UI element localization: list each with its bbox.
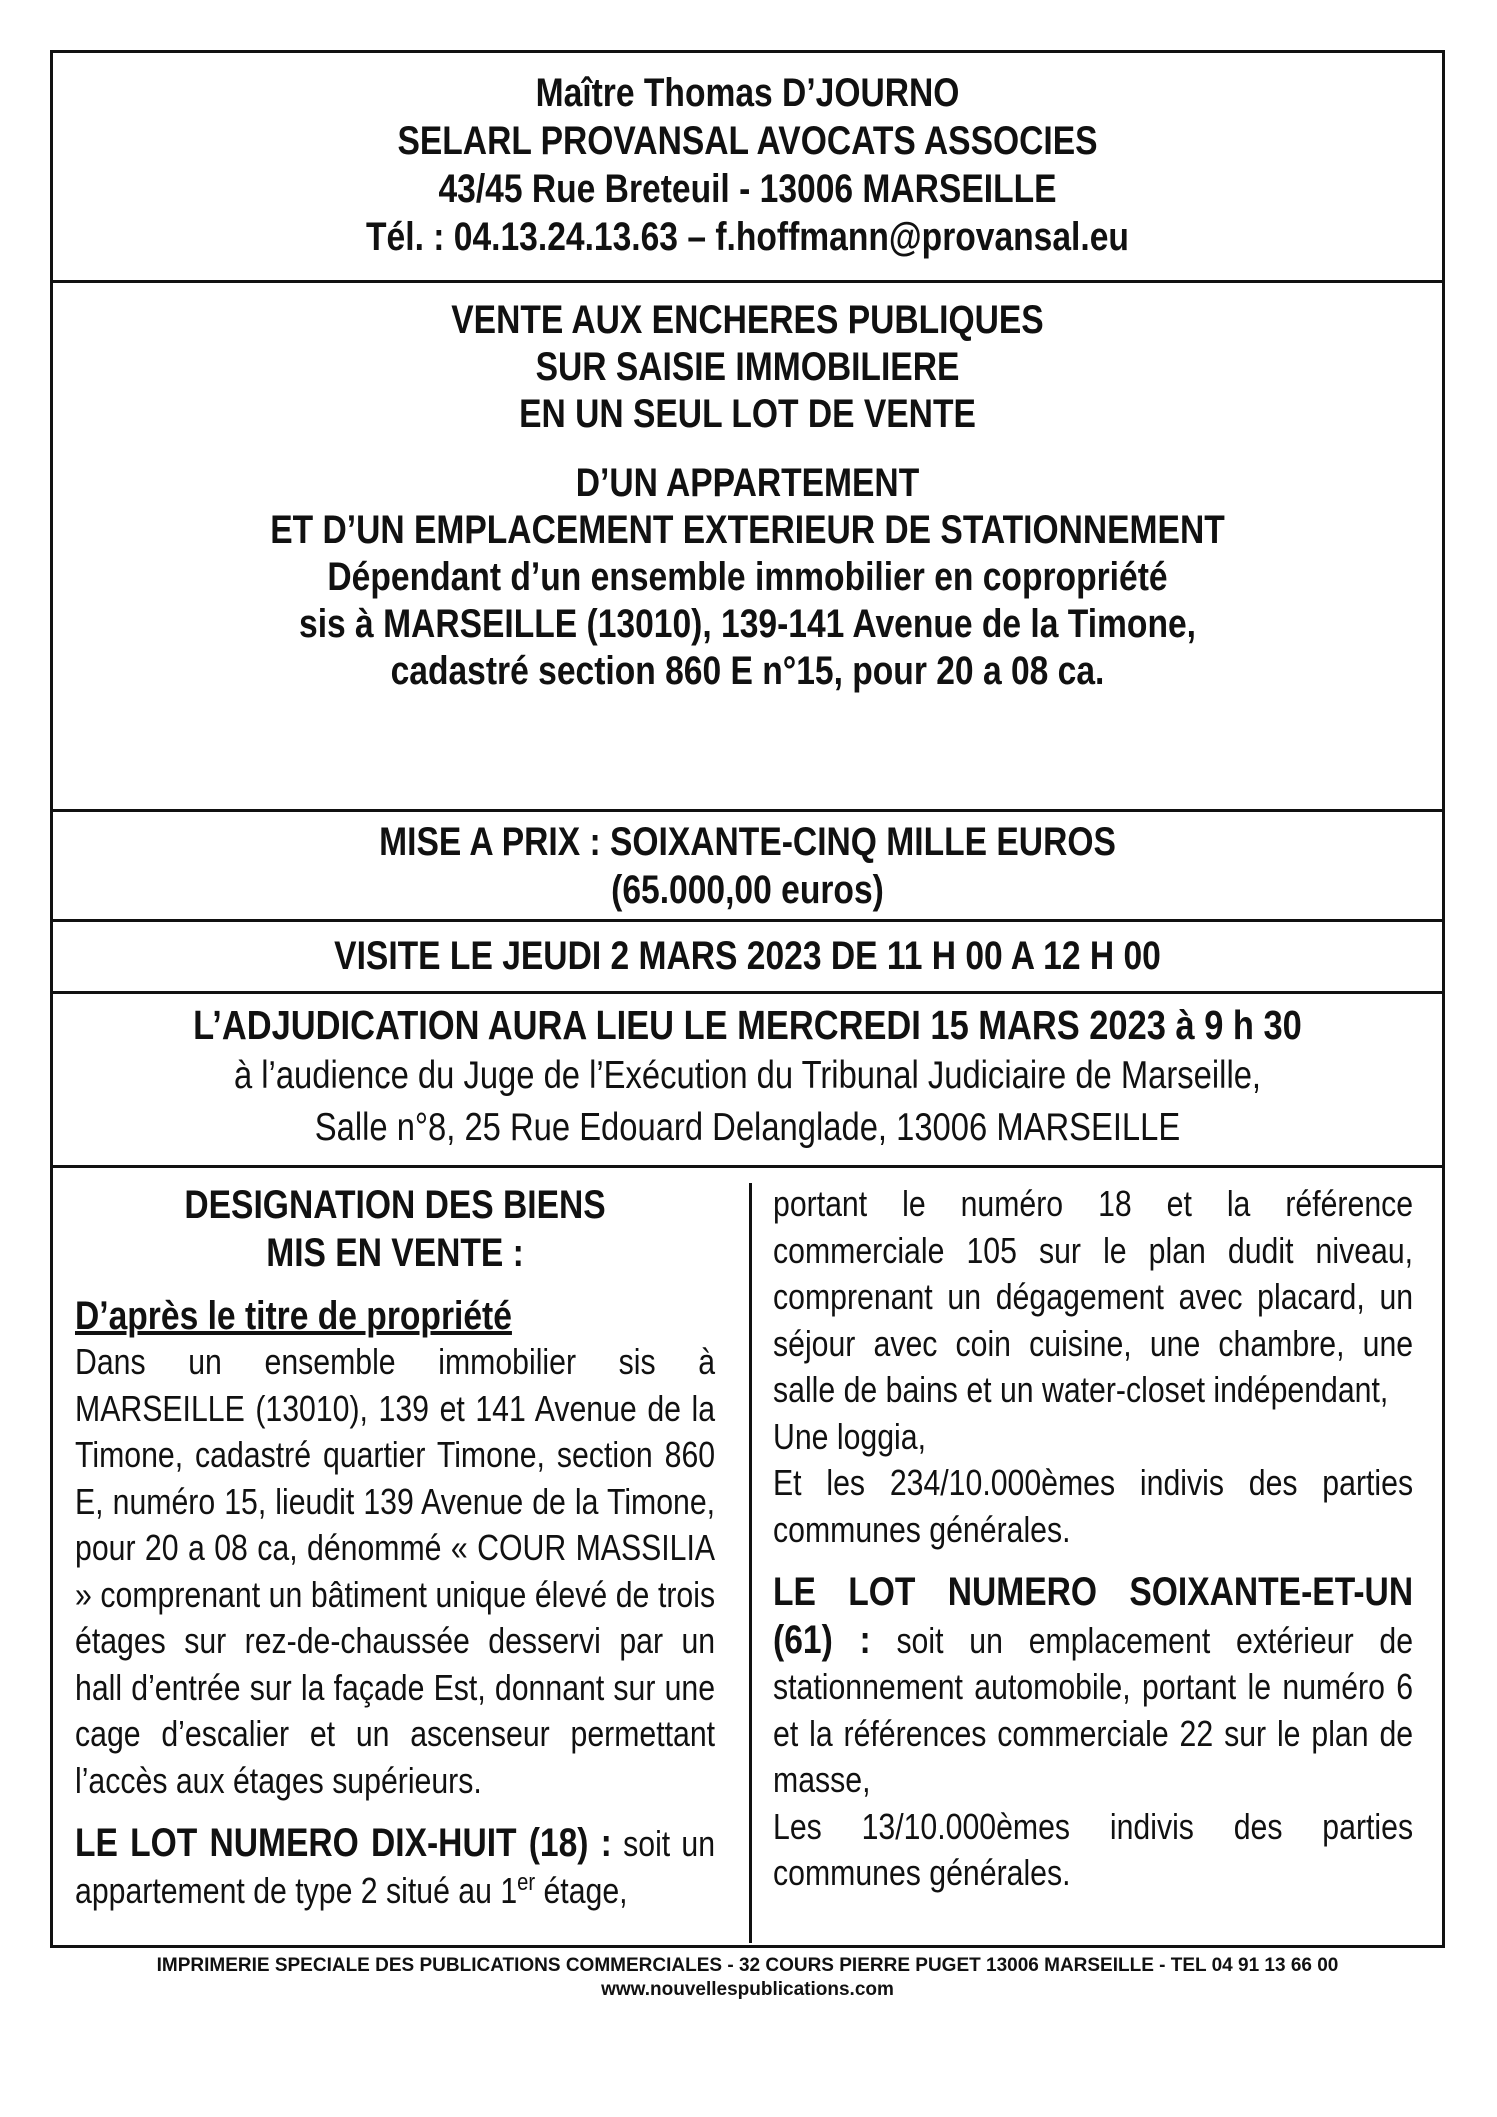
sale-object-5: cadastré section 860 E n°15, pour 20 a 08 ca. <box>390 649 1105 693</box>
notice-frame <box>50 50 1445 1948</box>
lot-61-paragraph <box>773 1569 1413 1804</box>
firm-address: 43/45 Rue Breteuil - 13006 MARSEILLE <box>438 167 1057 211</box>
designation-heading-1: DESIGNATION DES BIENS <box>184 1183 606 1227</box>
designation-subheading: D’après le titre de propriété <box>75 1294 512 1338</box>
starting-price <box>53 812 1442 922</box>
sale-object-1: D’UN APPARTEMENT <box>575 461 920 505</box>
lawyer-header <box>53 53 1442 283</box>
lot-18-label: LE LOT NUMERO DIX-HUIT (18) : <box>75 1821 612 1865</box>
lot-18-paragraph <box>75 1820 715 1914</box>
sale-title-2: SUR SAISIE IMMOBILIERE <box>535 345 960 389</box>
starting-price-amount: (65.000,00 euros) <box>611 868 884 912</box>
lot-61-label: LE LOT NUMERO SOIXANTE-ET-UN (61) : <box>773 1570 1414 1662</box>
printer-info: IMPRIMERIE SPECIALE DES PUBLICATIONS COMMERCIALES - 32 COURS PIERRE PUGET 13006 MARSEILLE - TEL 04 91 13 66 00 <box>156 1955 1339 1976</box>
column-divider <box>749 1183 752 1943</box>
visit-line: VISITE LE JEUDI 2 MARS 2023 DE 11 H 00 A 12 H 00 <box>334 934 1161 978</box>
lot-18-text-end: étage, <box>543 1869 628 1911</box>
firm-contact: Tél. : 04.13.24.13.63 – f.hoffmann@provansal.eu <box>366 215 1129 259</box>
starting-price-words: MISE A PRIX : SOIXANTE-CINQ MILLE EUROS <box>379 820 1116 864</box>
lot-18-text: soit un appartement de type 2 situé au 1 <box>75 1823 716 1911</box>
lot-61-text: soit un emplacement extérieur de stationnement automobile, portant le numéro 6 et la références commerciale 22 sur le plan de masse, <box>773 1619 1414 1800</box>
adjudication-room: Salle n°8, 25 Rue Edouard Delanglade, 13006 MARSEILLE <box>314 1106 1181 1149</box>
sale-description <box>53 283 1442 812</box>
lot-18-loggia: Une loggia, <box>773 1415 926 1457</box>
sale-object-3: Dépendant d’un ensemble immobilier en copropriété <box>327 555 1168 599</box>
adjudication-date: L’ADJUDICATION AURA LIEU LE MERCREDI 15 MARS 2023 à 9 h 30 <box>193 1002 1302 1048</box>
designation-intro: Dans un ensemble immobilier sis à MARSEILLE (13010), 139 et 141 Avenue de la Timone, cadastré quartier Timone, section 860 E, numéro 15, lieudit 139 Avenue de la Timone, pour 20 a 08 ca, dénommé « COUR MASSILIA » comprenant un bâtiment unique élevé de trois étages sur rez-de-chaussée desservi par un hall d’entrée sur la façade Est, donnant sur une cage d’escalier et un ascenseur permettant l’accès aux étages supérieurs. <box>75 1341 716 1801</box>
sale-title-3: EN UN SEUL LOT DE VENTE <box>519 392 976 436</box>
adjudication-court: à l’audience du Juge de l’Exécution du Tribunal Judiciaire de Marseille, <box>233 1054 1262 1097</box>
lot-18-sup: er <box>517 1868 536 1896</box>
designation-right-column <box>773 1181 1413 1897</box>
law-firm: SELARL PROVANSAL AVOCATS ASSOCIES <box>397 119 1098 163</box>
sale-title-1: VENTE AUX ENCHERES PUBLIQUES <box>451 298 1044 342</box>
visit-info <box>53 922 1442 994</box>
sale-object-2: ET D’UN EMPLACEMENT EXTERIEUR DE STATIONNEMENT <box>270 508 1225 552</box>
adjudication-info <box>53 994 1442 1168</box>
lawyer-name: Maître Thomas D’JOURNO <box>535 71 960 115</box>
sale-object-4: sis à MARSEILLE (13010), 139-141 Avenue de la Timone, <box>299 602 1196 646</box>
printer-website[interactable]: www.nouvellespublications.com <box>601 1979 894 2000</box>
lot-61-share: Les 13/10.000èmes indivis des parties communes générales. <box>773 1805 1414 1893</box>
designation-left-column <box>75 1181 715 1914</box>
lot-18-share: Et les 234/10.000èmes indivis des parties communes générales. <box>773 1462 1414 1550</box>
lot-18-continuation: portant le numéro 18 et la référence commerciale 105 sur le plan dudit niveau, comprenant un dégagement avec placard, un séjour avec coin cuisine, une chambre, une salle de bains et un water-closet indépendant, <box>773 1183 1414 1410</box>
designation-heading-2: MIS EN VENTE : <box>266 1231 524 1275</box>
